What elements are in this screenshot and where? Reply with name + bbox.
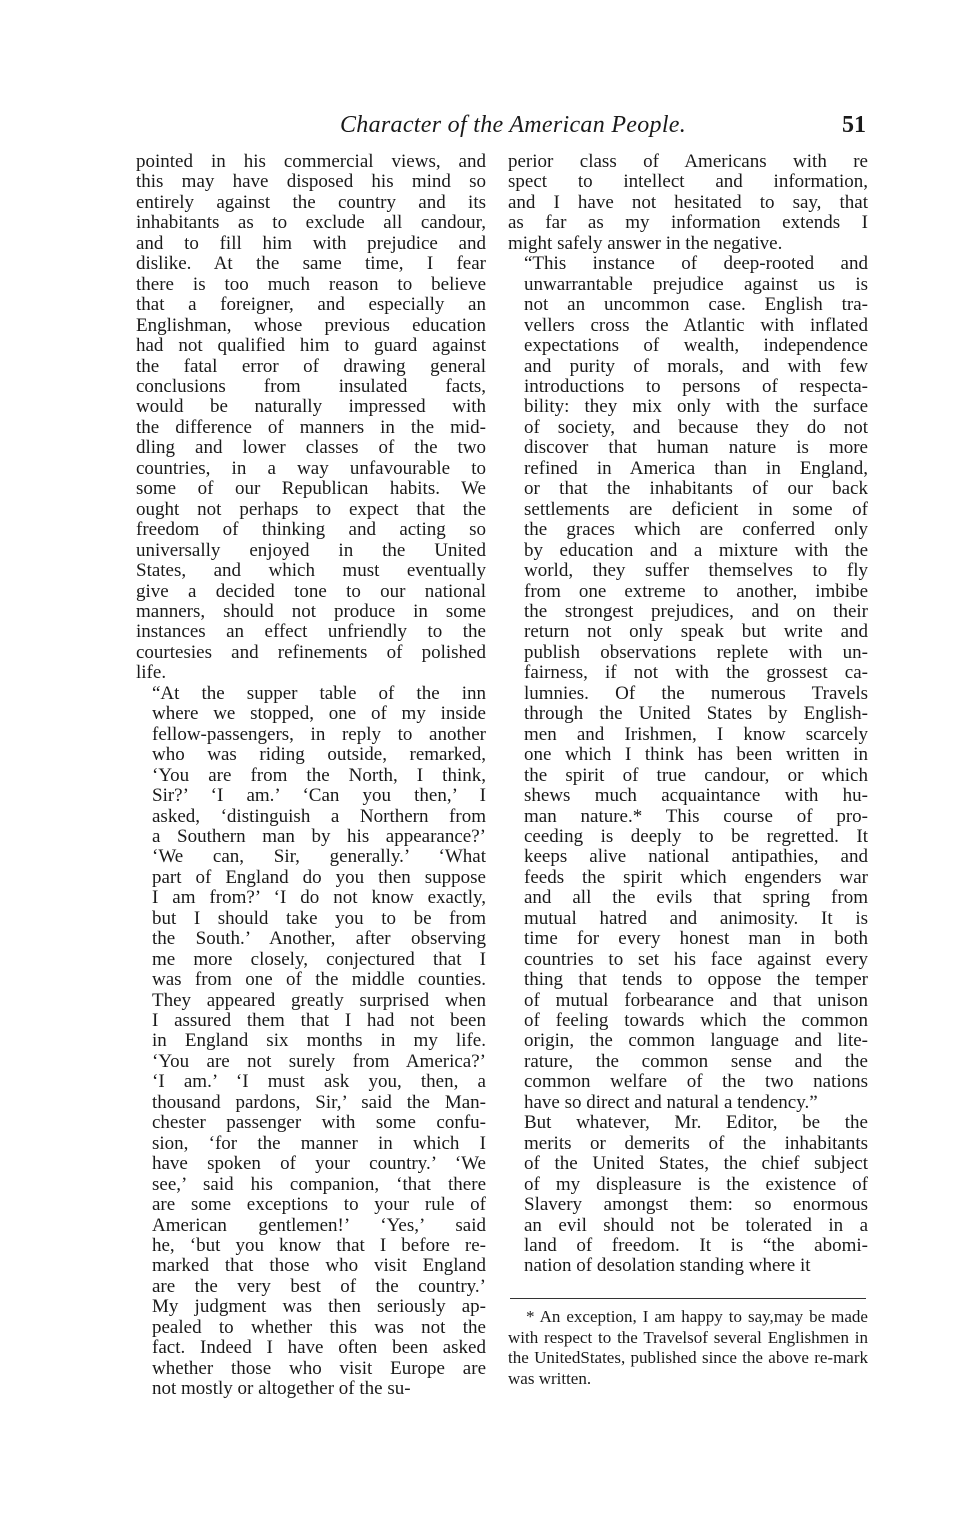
text-line: men and Irishmen, I know scarcely bbox=[524, 723, 868, 745]
text-line: refined in America than in England, bbox=[524, 457, 868, 479]
text-line: inhabitants as to exclude all candour, bbox=[136, 212, 486, 234]
text-line: expectations of wealth, independence bbox=[524, 335, 868, 357]
text-line: the fatal error of drawing general bbox=[136, 355, 486, 377]
right-column bbox=[508, 152, 868, 1277]
text-line: perior class of Americans with re bbox=[508, 151, 868, 172]
text-line: and all the evils that spring from bbox=[524, 887, 868, 909]
text-line: thing that tends to oppose the temper bbox=[524, 969, 868, 991]
text-line: ought not perhaps to expect that the bbox=[136, 498, 486, 520]
text-line: of feeling towards which the common bbox=[524, 1010, 868, 1032]
text-line: me more closely, conjectured that I bbox=[152, 948, 486, 970]
text-line: I assured them that I had not been bbox=[152, 1010, 486, 1032]
text-line: by education and a mixture with the bbox=[524, 539, 868, 561]
text-line: there is too much reason to believe bbox=[136, 273, 486, 295]
text-line: countries, in a way unfavourable to bbox=[136, 457, 486, 479]
text-line: life. bbox=[136, 662, 167, 684]
running-title: Character of the American People. bbox=[340, 112, 687, 138]
running-head bbox=[0, 110, 960, 144]
text-line: are the very best of the country.’ bbox=[152, 1275, 486, 1297]
text-line: spect to intellect and information, bbox=[508, 171, 868, 193]
text-line: through the United States by English- bbox=[524, 703, 868, 725]
text-line: but I should take you to be from bbox=[152, 907, 486, 929]
text-line: instances an effect unfriendly to the bbox=[136, 621, 486, 643]
paragraph bbox=[508, 254, 868, 1113]
text-line: man nature.* This course of pro- bbox=[524, 805, 868, 827]
text-line: of mutual forbearance and that unison bbox=[524, 989, 868, 1011]
text-line: Slavery amongst them: so enormous bbox=[524, 1194, 868, 1216]
text-line: part of England do you then suppose bbox=[152, 866, 486, 888]
text-line: chester passenger with some confu- bbox=[152, 1112, 486, 1134]
text-line: time for every honest man in both bbox=[524, 928, 868, 950]
text-line: where we stopped, one of my inside bbox=[152, 703, 486, 725]
text-line: asked, ‘distinguish a Northern from bbox=[152, 805, 486, 827]
text-line: are some exceptions to your rule of bbox=[152, 1194, 486, 1216]
text-line: I am from?’ ‘I do not know exactly, bbox=[152, 887, 486, 909]
text-line: world, they suffer themselves to fly bbox=[524, 560, 868, 582]
text-line: of my displeasure is the existence of bbox=[524, 1173, 868, 1195]
text-line: fellow-passengers, in reply to another bbox=[152, 723, 486, 745]
text-line: land of freedom. It is “the abomi- bbox=[524, 1235, 868, 1257]
text-line: courtesies and refinements of polished bbox=[136, 641, 486, 663]
text-line: countries to set his face against every bbox=[524, 948, 868, 970]
text-line: that a foreigner, and especially an bbox=[136, 294, 486, 316]
text-line: a Southern man by his appearance?’ bbox=[152, 825, 486, 847]
text-line: the spirit of true candour, or which bbox=[524, 764, 868, 786]
text-line: marked that those who visit England bbox=[152, 1255, 486, 1277]
text-line: would be naturally impressed with bbox=[136, 396, 486, 418]
text-line: one which I think has been written in bbox=[524, 744, 868, 766]
text-line: ‘We can, Sir, generally.’ ‘What bbox=[152, 846, 486, 868]
text-line: had not qualified him to guard against bbox=[136, 335, 486, 357]
footnote-text bbox=[508, 1307, 868, 1389]
text-line: as far as my information extends I bbox=[508, 212, 868, 234]
text-line: entirely against the country and its bbox=[136, 191, 486, 213]
text-line: shews much acquaintance with hu- bbox=[524, 785, 868, 807]
text-line: States, and which must eventually bbox=[136, 560, 486, 582]
text-line: was from one of the middle counties. bbox=[152, 969, 486, 991]
text-line: whether those who visit Europe are bbox=[152, 1357, 486, 1379]
text-line: conclusions from insulated facts, bbox=[136, 375, 486, 397]
text-line: dislike. At the same time, I fear bbox=[136, 253, 486, 275]
paragraph bbox=[508, 1113, 868, 1277]
text-line: the difference of manners in the mid- bbox=[136, 416, 486, 438]
text-line: “At the supper table of the inn bbox=[152, 682, 486, 704]
paragraph bbox=[508, 152, 868, 254]
text-line: Englishman, whose previous education bbox=[136, 314, 486, 336]
text-line: mutual hatred and animosity. It is bbox=[524, 907, 868, 929]
text-line: feeds the spirit which engenders war bbox=[524, 866, 868, 888]
text-line: manners, should not produce in some bbox=[136, 600, 486, 622]
text-line: the South.’ Another, after observing bbox=[152, 928, 486, 950]
text-line: origin, the common language and lite- bbox=[524, 1030, 868, 1052]
text-line: not an uncommon case. English tra- bbox=[524, 294, 868, 316]
text-line: American gentlemen!’ ‘Yes,’ said bbox=[152, 1214, 486, 1236]
text-line: he, ‘but you know that I before re- bbox=[152, 1235, 486, 1257]
footnote-line: * An exception, I am happy to say, bbox=[526, 1307, 774, 1326]
footnote-line: States, published since the above re- bbox=[580, 1348, 834, 1367]
text-line: pointed in his commercial views, and bbox=[136, 151, 486, 172]
text-line: and purity of morals, and with few bbox=[524, 355, 868, 377]
text-line: of society, and because they do not bbox=[524, 416, 868, 438]
text-line: My judgment was then seriously ap- bbox=[152, 1296, 486, 1318]
footnote-line: mark was written. bbox=[508, 1348, 868, 1388]
text-line: and to fill him with prejudice and bbox=[136, 232, 486, 254]
text-line: this may have disposed his mind so bbox=[136, 171, 486, 193]
text-line: see,’ said his companion, ‘that there bbox=[152, 1173, 486, 1195]
text-line: ‘You are not surely from America?’ bbox=[152, 1050, 486, 1072]
text-line: pealed to whether this was not the bbox=[152, 1316, 486, 1338]
footnote bbox=[508, 1307, 868, 1389]
text-line: return not only speak but write and bbox=[524, 621, 868, 643]
text-line: ceeding is deeply to be regretted. It bbox=[524, 825, 868, 847]
text-line: ‘You are from the North, I think, bbox=[152, 764, 486, 786]
text-line: thousand pardons, Sir,’ said the Man- bbox=[152, 1091, 486, 1113]
text-line: nation of desolation standing where it bbox=[524, 1255, 811, 1277]
text-line: introductions to persons of respecta- bbox=[524, 375, 868, 397]
text-line: keeps alive national antipathies, and bbox=[524, 846, 868, 868]
page-number: 51 bbox=[842, 112, 866, 138]
paragraph bbox=[136, 684, 486, 1400]
text-line: universally enjoyed in the United bbox=[136, 539, 486, 561]
text-line: dling and lower classes of the two bbox=[136, 437, 486, 459]
text-line: merits or demerits of the inhabitants bbox=[524, 1132, 868, 1154]
text-line: the strongest prejudices, and on their bbox=[524, 600, 868, 622]
text-line: who was riding outside, remarked, bbox=[152, 744, 486, 766]
text-line: of the United States, the chief subject bbox=[524, 1153, 868, 1175]
paragraph bbox=[136, 152, 486, 684]
text-line: might safely answer in the negative. bbox=[508, 232, 783, 254]
text-line: rature, the common sense and the bbox=[524, 1050, 868, 1072]
text-line: and I have not hesitated to say, that bbox=[508, 191, 868, 213]
text-line: fact. Indeed I have often been asked bbox=[152, 1337, 486, 1359]
footnote-rule bbox=[510, 1298, 866, 1299]
text-line: the graces which are conferred only bbox=[524, 519, 868, 541]
text-line: from one extreme to another, imbibe bbox=[524, 580, 868, 602]
text-line: unwarrantable prejudice against us is bbox=[524, 273, 868, 295]
text-line: an evil should not be tolerated in a bbox=[524, 1214, 868, 1236]
text-line: “This instance of deep-rooted and bbox=[524, 253, 868, 275]
text-line: in England six months in my life. bbox=[152, 1030, 486, 1052]
text-line: have so direct and natural a tendency.” bbox=[524, 1091, 818, 1113]
text-line: give a decided tone to our national bbox=[136, 580, 486, 602]
text-line: vellers cross the Atlantic with inflated bbox=[524, 314, 868, 336]
text-line: common welfare of the two nations bbox=[524, 1071, 868, 1093]
text-line: not mostly or altogether of the su- bbox=[152, 1378, 411, 1400]
text-line: But whatever, Mr. Editor, be the bbox=[524, 1112, 868, 1134]
left-column bbox=[136, 152, 486, 1400]
footnote-line: may be made with respect to the Travels bbox=[508, 1307, 868, 1347]
text-line: have spoken of your country.’ ‘We bbox=[152, 1153, 486, 1175]
footnote-line: of several Englishmen in the United bbox=[508, 1327, 868, 1367]
text-line: freedom of thinking and acting so bbox=[136, 519, 486, 541]
text-line: fairness, if not with the grossest ca- bbox=[524, 662, 868, 684]
text-line: or that the inhabitants of our back bbox=[524, 478, 868, 500]
text-line: settlements are deficient in some of bbox=[524, 498, 868, 520]
text-line: They appeared greatly surprised when bbox=[152, 989, 486, 1011]
text-line: some of our Republican habits. We bbox=[136, 478, 486, 500]
text-line: ‘I am.’ ‘I must ask you, then, a bbox=[152, 1071, 486, 1093]
text-line: bility: they mix only with the surface bbox=[524, 396, 868, 418]
text-line: sion, ‘for the manner in which I bbox=[152, 1132, 486, 1154]
text-line: discover that human nature is more bbox=[524, 437, 868, 459]
text-line: publish observations replete with un- bbox=[524, 641, 868, 663]
text-line: lumnies. Of the numerous Travels bbox=[524, 682, 868, 704]
text-line: Sir?’ ‘I am.’ ‘Can you then,’ I bbox=[152, 785, 486, 807]
